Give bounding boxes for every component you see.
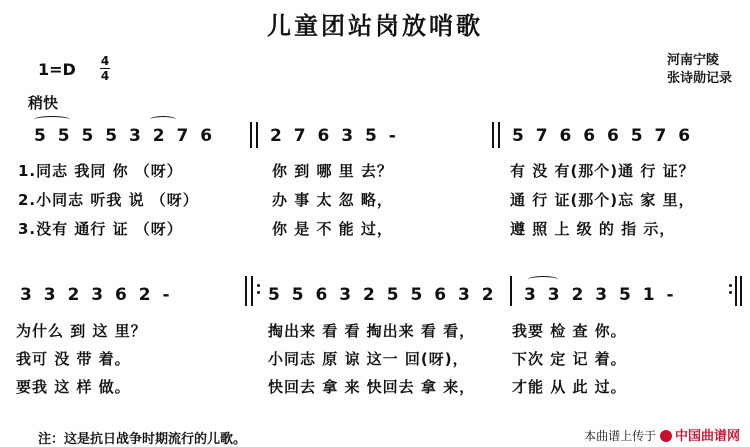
time-signature <box>100 55 110 82</box>
meter-top: 4 <box>100 54 110 68</box>
verse2-row2-c: 下次 定 记 着。 <box>512 350 627 368</box>
verse2-row1-c: 通 行 证(那个)忘 家 里， <box>510 191 695 209</box>
verse2-row1-b: 办 事 太 忽 略， <box>272 191 393 209</box>
verse1-row2-b: 掏出来 看 看 掏出来 看 看， <box>268 322 476 340</box>
verse1-row1-c: 有 没 有(那个)通 行 证？ <box>510 162 695 180</box>
verse1-row2-c: 我要 检 查 你。 <box>512 322 627 340</box>
meter-bottom: 4 <box>100 69 110 83</box>
verse3-row1-c: 遵 照 上 级 的 指 示， <box>510 220 676 238</box>
verse2-row2-a: 我可 没 带 着。 <box>16 350 131 368</box>
source-footer <box>584 425 740 444</box>
verse1-row2-a: 为什么 到 这 里？ <box>16 322 147 340</box>
key-signature: 1=D <box>38 60 76 79</box>
verse1-row1-a: 1.同志 我同 你 （呀） <box>18 162 183 180</box>
site-logo[interactable] <box>660 429 740 444</box>
notation-row1-seg2: 2 7 6 3 5 - <box>270 126 399 146</box>
repeat-end-barline <box>740 276 742 306</box>
tempo-marking: 稍快 <box>28 94 59 112</box>
verse2-row2-b: 小同志 原 谅 这一 回(呀)， <box>268 350 469 368</box>
barline <box>256 122 258 148</box>
barline <box>735 276 737 306</box>
barline <box>510 276 512 306</box>
site-logo-icon <box>660 430 672 442</box>
repeat-dots <box>257 280 260 298</box>
barline <box>492 122 494 148</box>
verse1-row1-b: 你 到 哪 里 去？ <box>272 162 393 180</box>
repeat-start-barline <box>245 276 247 306</box>
upload-text: 本曲谱上传于 <box>584 429 657 443</box>
verse3-row1-a: 3.没有 通行 证 （呀） <box>18 220 183 238</box>
notation-row2-seg2: 5 5 6 3 2 5 5 6 3 2 <box>268 285 497 305</box>
notation-row1-seg1: 5 5 5 5 3 2 7 6 <box>34 126 216 146</box>
repeat-dots <box>729 280 732 298</box>
notation-row1-seg3: 5 7 6 6 6 5 7 6 <box>512 126 694 146</box>
verse3-row2-b: 快回去 拿 来 快回去 拿 来， <box>268 378 476 396</box>
barline <box>498 122 500 148</box>
barline <box>250 122 252 148</box>
verse3-row1-b: 你 是 不 能 过， <box>272 220 393 238</box>
recorder-label: 张诗勋记录 <box>666 71 732 86</box>
credit-block <box>667 52 732 88</box>
verse3-row2-a: 要我 这 样 做。 <box>16 378 131 396</box>
notation-row2-seg3: 3 3 2 3 5 1 - <box>524 285 677 305</box>
verse3-row2-c: 才能 从 此 过。 <box>512 378 627 396</box>
notation-row2-seg1: 3 3 2 3 6 2 - <box>20 285 173 305</box>
region-label: 河南宁陵 <box>666 53 719 68</box>
verse2-row1-a: 2.小同志 听我 说 （呀） <box>18 191 199 209</box>
footnote: 注：这是抗日战争时期流行的儿歌。 <box>38 432 247 447</box>
song-title: 儿童团站岗放哨歌 <box>267 12 483 40</box>
barline <box>251 276 253 306</box>
site-name: 中国曲谱网 <box>674 429 740 444</box>
